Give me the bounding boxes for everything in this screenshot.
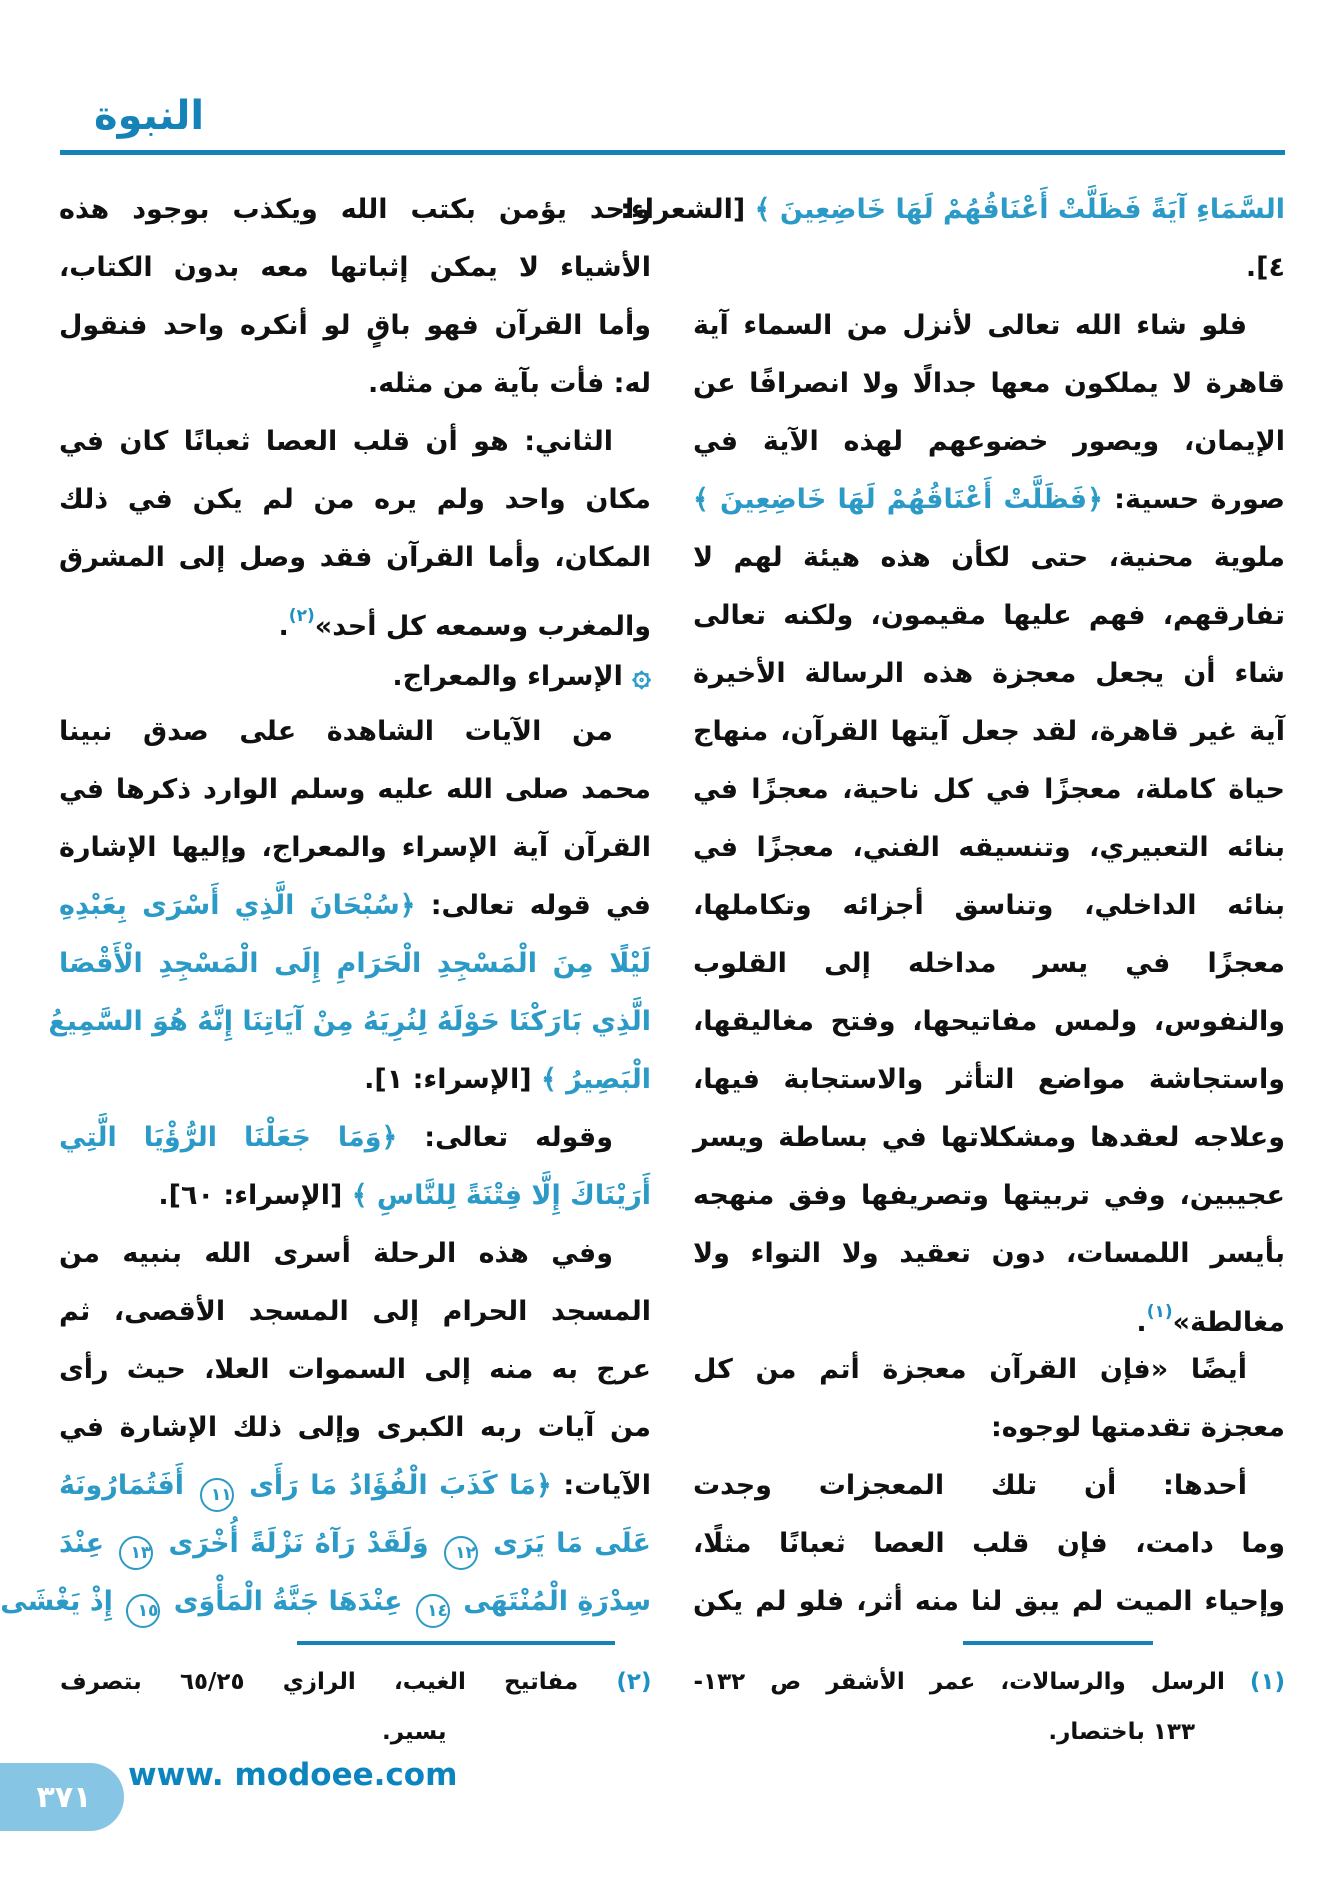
text-line — [0, 1573, 651, 1631]
text-line — [693, 819, 1285, 877]
body-text-segment: [الشعراء: — [620, 194, 755, 225]
quran-text-segment: عِنْدَ — [59, 1528, 116, 1559]
body-text-segment: وعلاجه لعقدها ومشكلاتها في بساطة ويسر — [693, 1122, 1285, 1153]
text-line — [693, 1341, 1285, 1399]
text-line — [693, 1167, 1285, 1225]
text-line — [693, 413, 1285, 471]
text-line — [693, 239, 1285, 297]
body-text-segment: المكان، وأما القرآن فقد وصل إلى المشرق — [59, 542, 651, 573]
text-line — [59, 645, 651, 703]
emphasis-text-segment: الإسراء والمعراج. — [392, 661, 633, 692]
body-text-segment: مكان واحد ولم يره من لم يكن في ذلك — [59, 484, 651, 515]
body-text-segment: آية غير قاهرة، لقد جعل آيتها القرآن، منهاج — [693, 716, 1285, 747]
body-text-segment: وقوله تعالى: — [397, 1122, 613, 1153]
text-line — [693, 587, 1285, 645]
text-line — [693, 297, 1285, 355]
ayah-number-badge: ١٥ — [126, 1594, 160, 1628]
text-line — [693, 1283, 1285, 1341]
body-text-segment: وما دامت، فإن قلب العصا ثعبانًا مثلًا، — [693, 1528, 1285, 1559]
text-line — [59, 471, 651, 529]
text-line — [693, 993, 1285, 1051]
footnote-right — [694, 1641, 1286, 1757]
quran-text-segment: أَرَيْنَاكَ إِلَّا فِتْنَةً لِلنَّاسِ ﴾ — [351, 1180, 651, 1211]
text-line — [59, 819, 651, 877]
footnote-text — [60, 1657, 652, 1757]
body-text-segment: شاء أن يجعل معجزة هذه الرسالة الأخيرة — [693, 658, 1285, 689]
body-text-segment: الأشياء لا يمكن إثباتها معه بدون الكتاب، — [59, 252, 651, 283]
text-line — [59, 181, 651, 239]
text-line — [693, 1225, 1285, 1283]
footnote-ref-marker: (١) — [1146, 1302, 1173, 1322]
body-text-segment: عرج به منه إلى السموات العلا، حيث رأى — [59, 1354, 651, 1385]
text-line — [59, 355, 651, 413]
text-line — [693, 935, 1285, 993]
body-text-segment: أن تلك المعجزات وجدت — [693, 1470, 1164, 1501]
body-text-segment: حياة كاملة، معجزًا في كل ناحية، معجزًا في — [693, 774, 1285, 805]
text-line — [59, 239, 651, 297]
section-title: النبوة — [94, 93, 205, 139]
emphasis-text-segment: أحدها: — [1163, 1470, 1247, 1501]
text-line — [59, 1341, 651, 1399]
quran-text-segment: إِذْ يَغْشَى — [0, 1586, 123, 1617]
body-text-segment: [الإسراء: ٦٠]. — [158, 1180, 352, 1211]
ayah-number-badge: ١٢ — [444, 1536, 478, 1570]
text-line — [59, 297, 651, 355]
body-text-segment: مغالطة» — [1172, 1307, 1285, 1338]
quran-text-segment: الْبَصِيرُ ﴾ — [540, 1064, 651, 1095]
quran-text-segment: لَيْلًا مِنَ الْمَسْجِدِ الْحَرَامِ إِلَى الْمَسْجِدِ الْأَقْصَا — [59, 948, 651, 979]
column-right — [620, 181, 1285, 1631]
body-text-segment: . — [1136, 1307, 1147, 1338]
quran-text-segment: ﴿مَا كَذَبَ الْفُؤَادُ مَا رَأَى — [237, 1470, 552, 1501]
quran-text-segment: ﴿سُبْحَانَ الَّذِي أَسْرَى بِعَبْدِهِ — [59, 890, 416, 921]
text-line — [59, 1225, 651, 1283]
section-ornament-icon: ۞ — [632, 655, 651, 693]
body-text-segment: بأيسر اللمسات، دون تعقيد ولا التواء ولا — [693, 1238, 1285, 1269]
ayah-number-badge: ١٤ — [416, 1594, 450, 1628]
text-line — [59, 529, 651, 587]
body-text-segment: ١٣٣ باختصار. — [1048, 1719, 1195, 1745]
quran-text-segment: الَّذِي بَارَكْنَا حَوْلَهُ لِنُرِيَهُ مِنْ آيَاتِنَا إِنَّهُ هُوَ السَّمِيعُ — [48, 1006, 651, 1037]
text-line — [693, 1399, 1285, 1457]
text-line — [694, 1657, 1286, 1707]
body-text-segment: واحد يؤمن بكتب الله ويكذب بوجود هذه — [59, 194, 651, 225]
footnote-separator-rule — [963, 1641, 1153, 1645]
footnote-separator-rule — [297, 1641, 615, 1645]
quran-text-segment: سِدْرَةِ الْمُنْتَهَى — [453, 1586, 651, 1617]
text-line — [693, 1515, 1285, 1573]
body-text-segment: الآيات: — [551, 1470, 651, 1501]
body-text-segment: في قوله تعالى: — [415, 890, 651, 921]
body-text-segment: هو أن قلب العصا ثعبانًا كان في — [59, 426, 525, 457]
quran-text-segment: عِنْدَهَا جَنَّةُ الْمَأْوَى — [164, 1586, 412, 1617]
quran-text-segment: أَفَتُمَارُونَهُ — [59, 1470, 196, 1501]
body-text-segment: من آيات ربه الكبرى وإلى ذلك الإشارة في — [59, 1412, 651, 1443]
text-line — [60, 1657, 652, 1707]
body-text-segment: وإحياء الميت لم يبق لنا منه أثر، فلو لم يكن — [693, 1586, 1285, 1617]
text-line — [59, 1051, 651, 1109]
body-text-segment: [الإسراء: ١]. — [364, 1064, 541, 1095]
text-line — [693, 1457, 1285, 1515]
body-text-segment: صورة حسية: — [1102, 484, 1285, 515]
body-text-segment: تفارقهم، فهم عليها مقيمون، ولكنه تعالى — [693, 600, 1285, 631]
text-line — [693, 645, 1285, 703]
footnote-number: (٢) — [616, 1669, 652, 1695]
page-number-badge — [0, 1763, 124, 1831]
body-text-segment: بنائه التعبيري، وتنسيقه الفني، معجزًا في — [693, 832, 1285, 863]
quran-text-segment: وَلَقَدْ رَآهُ نَزْلَةً أُخْرَى — [157, 1528, 440, 1559]
column-left — [0, 181, 651, 1631]
body-text-segment: من الآيات الشاهدة على صدق نبينا — [59, 716, 613, 747]
text-line — [693, 703, 1285, 761]
text-line — [693, 877, 1285, 935]
body-text-segment: . — [278, 611, 289, 642]
website-link[interactable]: www. modoee.com — [128, 1757, 458, 1793]
body-text-segment: مفاتيح الغيب، الرازي ٦٥/٢٥ بتصرف — [60, 1669, 617, 1695]
body-text-segment: وأما القرآن فهو باقٍ لو أنكره واحد فنقول — [59, 310, 651, 341]
body-text-segment: ٤]. — [1245, 252, 1285, 283]
body-text-segment: عجيبين، وفي تربيتها وتصريفها وفق منهجه — [693, 1180, 1285, 1211]
page-number: ٣٧١ — [36, 1779, 92, 1815]
body-text-segment: أيضًا «فإن القرآن معجزة أتم من كل — [693, 1354, 1247, 1385]
quran-text-segment: عَلَى مَا يَرَى — [481, 1528, 651, 1559]
text-line — [693, 761, 1285, 819]
body-text-segment: معجزًا في يسر مداخله إلى القلوب — [693, 948, 1285, 979]
body-text-segment: قاهرة لا يملكون معها جدالًا ولا انصرافًا عن — [693, 368, 1285, 399]
ayah-number-badge: ١٣ — [119, 1536, 153, 1570]
body-text-segment: القرآن آية الإسراء والمعراج، وإليها الإشارة — [59, 832, 651, 863]
text-line — [59, 1515, 651, 1573]
body-text-segment: المسجد الحرام إلى المسجد الأقصى، ثم — [59, 1296, 651, 1327]
text-line — [59, 703, 651, 761]
text-line — [60, 1707, 652, 1757]
body-text-segment: واستجاشة مواضع التأثر والاستجابة فيها، — [693, 1064, 1285, 1095]
footnote-ref-marker: (٢) — [288, 606, 315, 626]
text-line — [48, 993, 651, 1051]
text-line — [59, 1167, 651, 1225]
body-text-segment: والمغرب وسمعه كل أحد» — [314, 611, 651, 642]
text-line — [59, 1399, 651, 1457]
body-text-segment: ملوية محنية، حتى لكأن هذه هيئة لهم لا — [693, 542, 1285, 573]
footnotes-area — [0, 1631, 1339, 1757]
body-text-segment: يسير. — [382, 1719, 447, 1745]
text-line — [59, 1457, 651, 1515]
body-text-segment: معجزة تقدمتها لوجوه: — [990, 1412, 1285, 1443]
text-line — [693, 1573, 1285, 1631]
footnote-left — [60, 1641, 652, 1757]
text-line — [59, 877, 651, 935]
ayah-number-badge: ١١ — [200, 1478, 234, 1512]
text-line — [59, 413, 651, 471]
footnote-number: (١) — [1249, 1669, 1285, 1695]
text-line — [693, 1109, 1285, 1167]
quran-text-segment: السَّمَاءِ آيَةً فَظَلَّتْ أَعْنَاقُهُمْ لَهَا خَاضِعِينَ ﴾ — [754, 194, 1285, 225]
text-line — [693, 1051, 1285, 1109]
body-text-segment: فلو شاء الله تعالى لأنزل من السماء آية — [693, 310, 1247, 341]
body-text-segment: الإيمان، ويصور خضوعهم لهذه الآية في — [693, 426, 1285, 457]
text-line — [59, 761, 651, 819]
footnote-text — [694, 1657, 1286, 1757]
text-line — [694, 1707, 1286, 1757]
text-line — [59, 1283, 651, 1341]
text-line — [620, 181, 1285, 239]
body-text-segment: الرسل والرسالات، عمر الأشقر ص ١٣٢- — [693, 1669, 1250, 1695]
text-line — [59, 935, 651, 993]
text-line — [59, 1109, 651, 1167]
emphasis-text-segment: الثاني: — [524, 426, 613, 457]
body-text-segment: والنفوس، ولمس مفاتيحها، وفتح مغاليقها، — [693, 1006, 1285, 1037]
text-line — [59, 587, 651, 645]
quran-text-segment: ﴿وَمَا جَعَلْنَا الرُّؤْيَا الَّتِي — [59, 1122, 398, 1153]
text-line — [693, 529, 1285, 587]
body-text-segment: وفي هذه الرحلة أسرى الله بنبيه من — [59, 1238, 613, 1269]
body-text-segment: محمد صلى الله عليه وسلم الوارد ذكرها في — [59, 774, 651, 805]
page-header — [0, 0, 1339, 155]
text-columns — [0, 155, 1339, 1631]
text-line — [693, 471, 1285, 529]
body-text-segment: بنائه الداخلي، وتناسق أجزائه وتكاملها، — [693, 890, 1285, 921]
text-line — [693, 355, 1285, 413]
body-text-segment: له: فأت بآية من مثله. — [367, 368, 651, 399]
quran-text-segment: ﴿فَظَلَّتْ أَعْنَاقُهُمْ لَهَا خَاضِعِينَ ﴾ — [693, 484, 1103, 515]
